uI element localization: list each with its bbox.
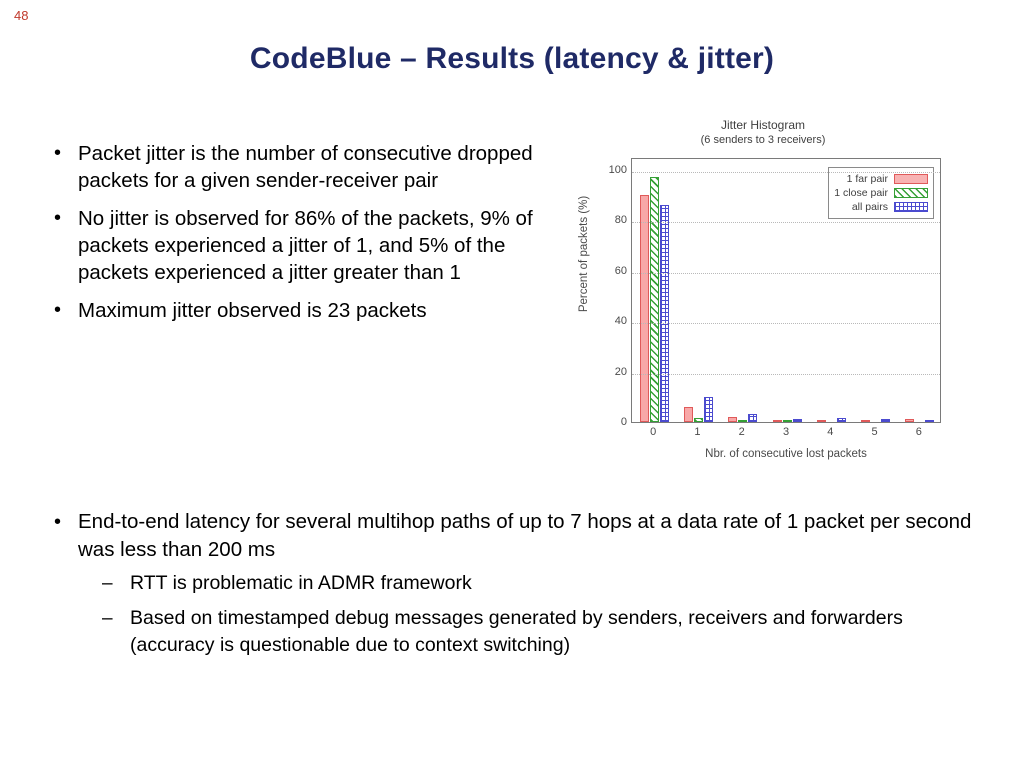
legend-swatch-icon bbox=[894, 188, 928, 198]
x-axis-label: Nbr. of consecutive lost packets bbox=[705, 448, 867, 460]
bar bbox=[728, 417, 737, 422]
left-bullet-list bbox=[36, 140, 536, 335]
jitter-histogram-chart bbox=[553, 118, 973, 474]
list-item-text: Maximum jitter observed is 23 packets bbox=[78, 299, 427, 322]
bar bbox=[783, 420, 792, 422]
bar bbox=[773, 420, 782, 422]
list-item-text: Based on timestamped debug messages generated by senders, receivers and forwarders (accuracy is questionable due to context switching) bbox=[130, 607, 903, 656]
dash-marker: – bbox=[102, 573, 113, 594]
dash-marker: – bbox=[102, 608, 113, 629]
y-tick-label: 100 bbox=[608, 163, 627, 176]
bar bbox=[817, 420, 826, 422]
slide-number: 48 bbox=[14, 8, 29, 23]
legend-label: 1 far pair bbox=[846, 173, 888, 185]
y-tick-label: 0 bbox=[620, 416, 627, 428]
gridline bbox=[632, 273, 940, 274]
x-tick-label: 3 bbox=[782, 426, 790, 438]
bar bbox=[881, 419, 890, 422]
bar bbox=[640, 195, 649, 422]
bullet-marker: • bbox=[54, 207, 62, 229]
legend-label: 1 close pair bbox=[834, 187, 888, 199]
list-item-text: Packet jitter is the number of consecutive dropped packets for a given sender-receiver pair bbox=[78, 142, 533, 192]
x-tick-label: 5 bbox=[871, 426, 878, 438]
list-item-text: No jitter is observed for 86% of the packets, 9% of packets experienced a jitter of 1, and 5% of the packets experienced a jitter greater than 1 bbox=[78, 207, 533, 284]
bar bbox=[694, 418, 703, 422]
list-item-text: RTT is problematic in ADMR framework bbox=[130, 572, 472, 594]
bar bbox=[837, 418, 846, 422]
y-tick-label: 40 bbox=[614, 315, 627, 328]
chart-legend bbox=[828, 167, 934, 219]
bar bbox=[905, 419, 914, 422]
legend-item bbox=[834, 200, 928, 214]
bullet-marker: • bbox=[54, 299, 62, 321]
x-tick-label: 2 bbox=[738, 426, 745, 438]
legend-swatch-icon bbox=[894, 202, 928, 212]
legend-item bbox=[834, 172, 928, 186]
x-tick-label: 6 bbox=[915, 426, 922, 438]
y-axis-label: Percent of packets (%) bbox=[578, 195, 590, 313]
list-item bbox=[36, 140, 536, 194]
bar bbox=[650, 177, 659, 422]
x-tick-label: 4 bbox=[827, 426, 834, 438]
gridline bbox=[632, 374, 940, 375]
list-item bbox=[36, 297, 536, 324]
bar bbox=[684, 407, 693, 422]
y-tick-label: 60 bbox=[614, 264, 627, 277]
list-item bbox=[36, 508, 988, 564]
bullet-marker: • bbox=[54, 511, 62, 533]
page-title: CodeBlue – Results (latency & jitter) bbox=[249, 42, 775, 75]
legend-item bbox=[834, 186, 928, 200]
legend-label: all pairs bbox=[851, 201, 888, 213]
legend-swatch-icon bbox=[894, 174, 928, 184]
bar bbox=[738, 420, 747, 422]
plot-area bbox=[631, 158, 941, 423]
y-tick-label: 20 bbox=[614, 365, 627, 378]
chart-subtitle: (6 senders to 3 receivers) bbox=[700, 134, 826, 146]
y-tick-label: 80 bbox=[614, 214, 627, 227]
list-item bbox=[36, 570, 988, 597]
list-item-text: End-to-end latency for several multihop paths of up to 7 hops at a data rate of 1 packet per second was less than 200 ms bbox=[78, 510, 972, 561]
x-tick-label: 0 bbox=[650, 426, 657, 438]
bar bbox=[748, 414, 757, 422]
bar bbox=[793, 419, 802, 422]
bar bbox=[660, 205, 669, 422]
bullet-marker: • bbox=[54, 142, 62, 164]
gridline bbox=[632, 172, 940, 173]
sub-bullet-list bbox=[36, 570, 988, 659]
list-item bbox=[36, 205, 536, 286]
x-tick-label: 1 bbox=[694, 426, 701, 438]
x-axis-ticks bbox=[631, 426, 941, 444]
gridline bbox=[632, 323, 940, 324]
bar bbox=[861, 420, 870, 422]
gridline bbox=[632, 222, 940, 223]
bar bbox=[925, 420, 934, 422]
list-item bbox=[36, 605, 988, 659]
bar bbox=[704, 397, 713, 422]
bottom-bullet-list bbox=[36, 508, 988, 667]
chart-title-main: Jitter Histogram bbox=[720, 118, 806, 132]
chart-title bbox=[553, 118, 973, 148]
